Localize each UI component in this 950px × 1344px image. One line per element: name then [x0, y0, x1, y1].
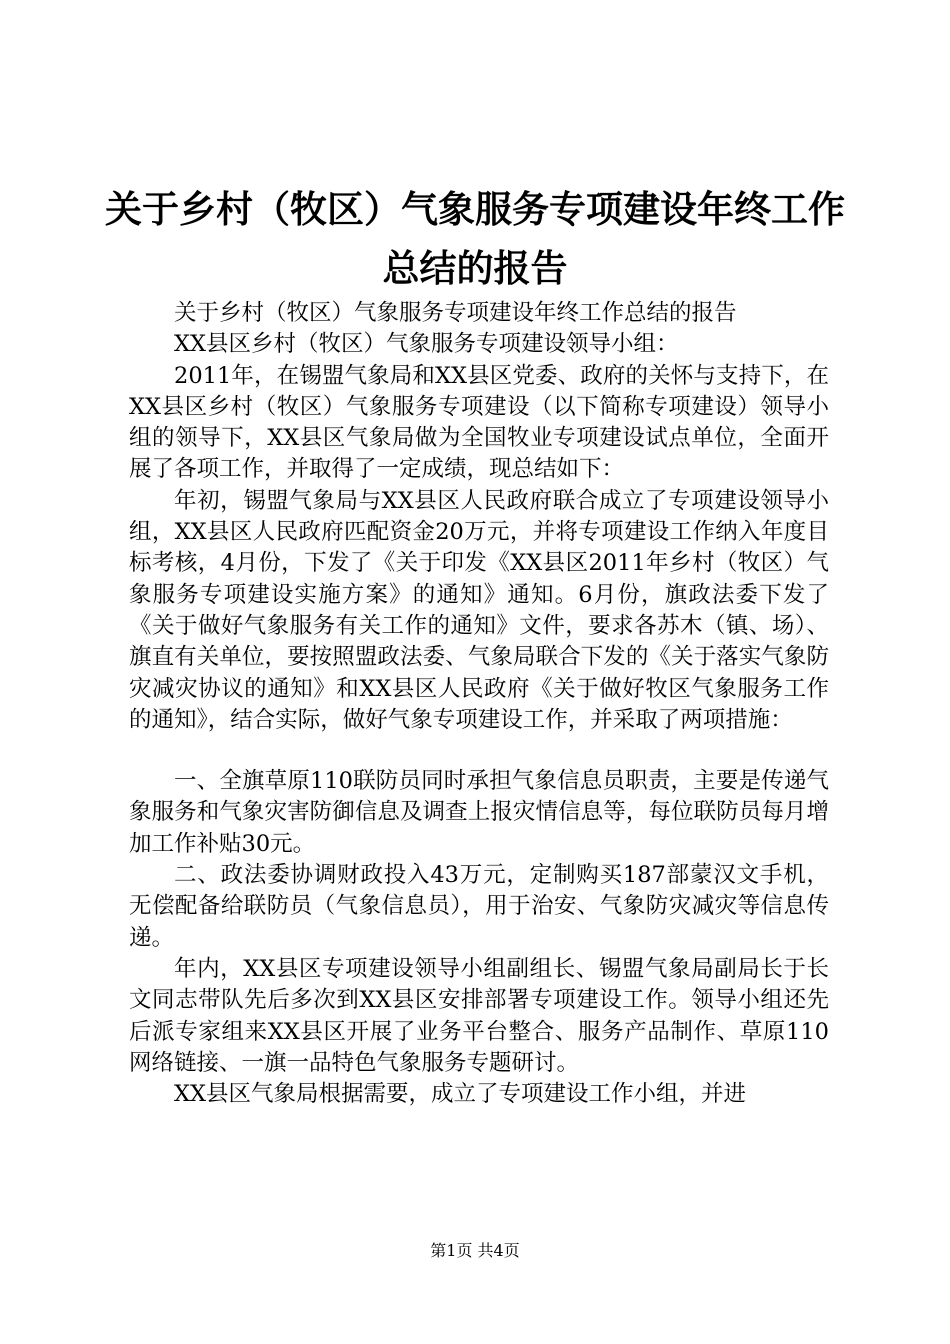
paragraph: 一、全旗草原110联防员同时承担气象信息员职责，主要是传递气象服务和气象灾害防御信息及调查上报灾情信息等，每位联防员每月增加工作补贴30元。 — [129, 768, 829, 857]
paragraph: 二、政法委协调财政投入43万元，定制购买187部蒙汉文手机，无偿配备给联防员（气象信息员），用于治安、气象防灾减灾等信息传递。 — [129, 862, 829, 951]
paragraph: 关于乡村（牧区）气象服务专项建设年终工作总结的报告 — [174, 300, 737, 326]
paragraph: 年初，锡盟气象局与XX县区人民政府联合成立了专项建设领导小组，XX县区人民政府匹配资金20万元，并将专项建设工作纳入年度目标考核，4月份，下发了《关于印发《XX县区2011年乡村（牧区）气象服务专项建设实施方案》的通知》通知。6月份，旗政法委下发了《关于做好气象服务有关工作的通知》文件，要求各苏木（镇、场）、旗直有关单位，要按照盟政法委、气象局联合下发的《关于落实气象防灾减灾协议的通知》和XX县区人民政府《关于做好牧区气象服务工作的通知》，结合实际，做好气象专项建设工作，并采取了两项措施： — [129, 487, 829, 733]
page-number-footer: 第1页 共4页 — [430, 1241, 520, 1260]
paragraph: XX县区乡村（牧区）气象服务专项建设领导小组： — [174, 331, 679, 358]
paragraph: 2011年，在锡盟气象局和XX县区党委、政府的关怀与支持下，在XX县区乡村（牧区）气象服务专项建设（以下简称专项建设）领导小组的领导下，XX县区气象局做为全国牧业专项建设试点单位，全面开展了各项工作，并取得了一定成绩，现总结如下： — [129, 362, 829, 483]
document-body — [129, 298, 829, 1110]
document-title-line-1: 关于乡村（牧区）气象服务专项建设年终工作 — [105, 188, 845, 231]
document-title-line-2: 总结的报告 — [382, 247, 568, 290]
paragraph: 年内，XX县区专项建设领导小组副组长、锡盟气象局副局长于长文同志带队先后多次到XX县区安排部署专项建设工作。领导小组还先后派专家组来XX县区开展了业务平台整合、服务产品制作、草原110网络链接、一旗一品特色气象服务专题研讨。 — [129, 955, 829, 1076]
paragraph: XX县区气象局根据需要，成立了专项建设工作小组，并进 — [174, 1081, 747, 1108]
